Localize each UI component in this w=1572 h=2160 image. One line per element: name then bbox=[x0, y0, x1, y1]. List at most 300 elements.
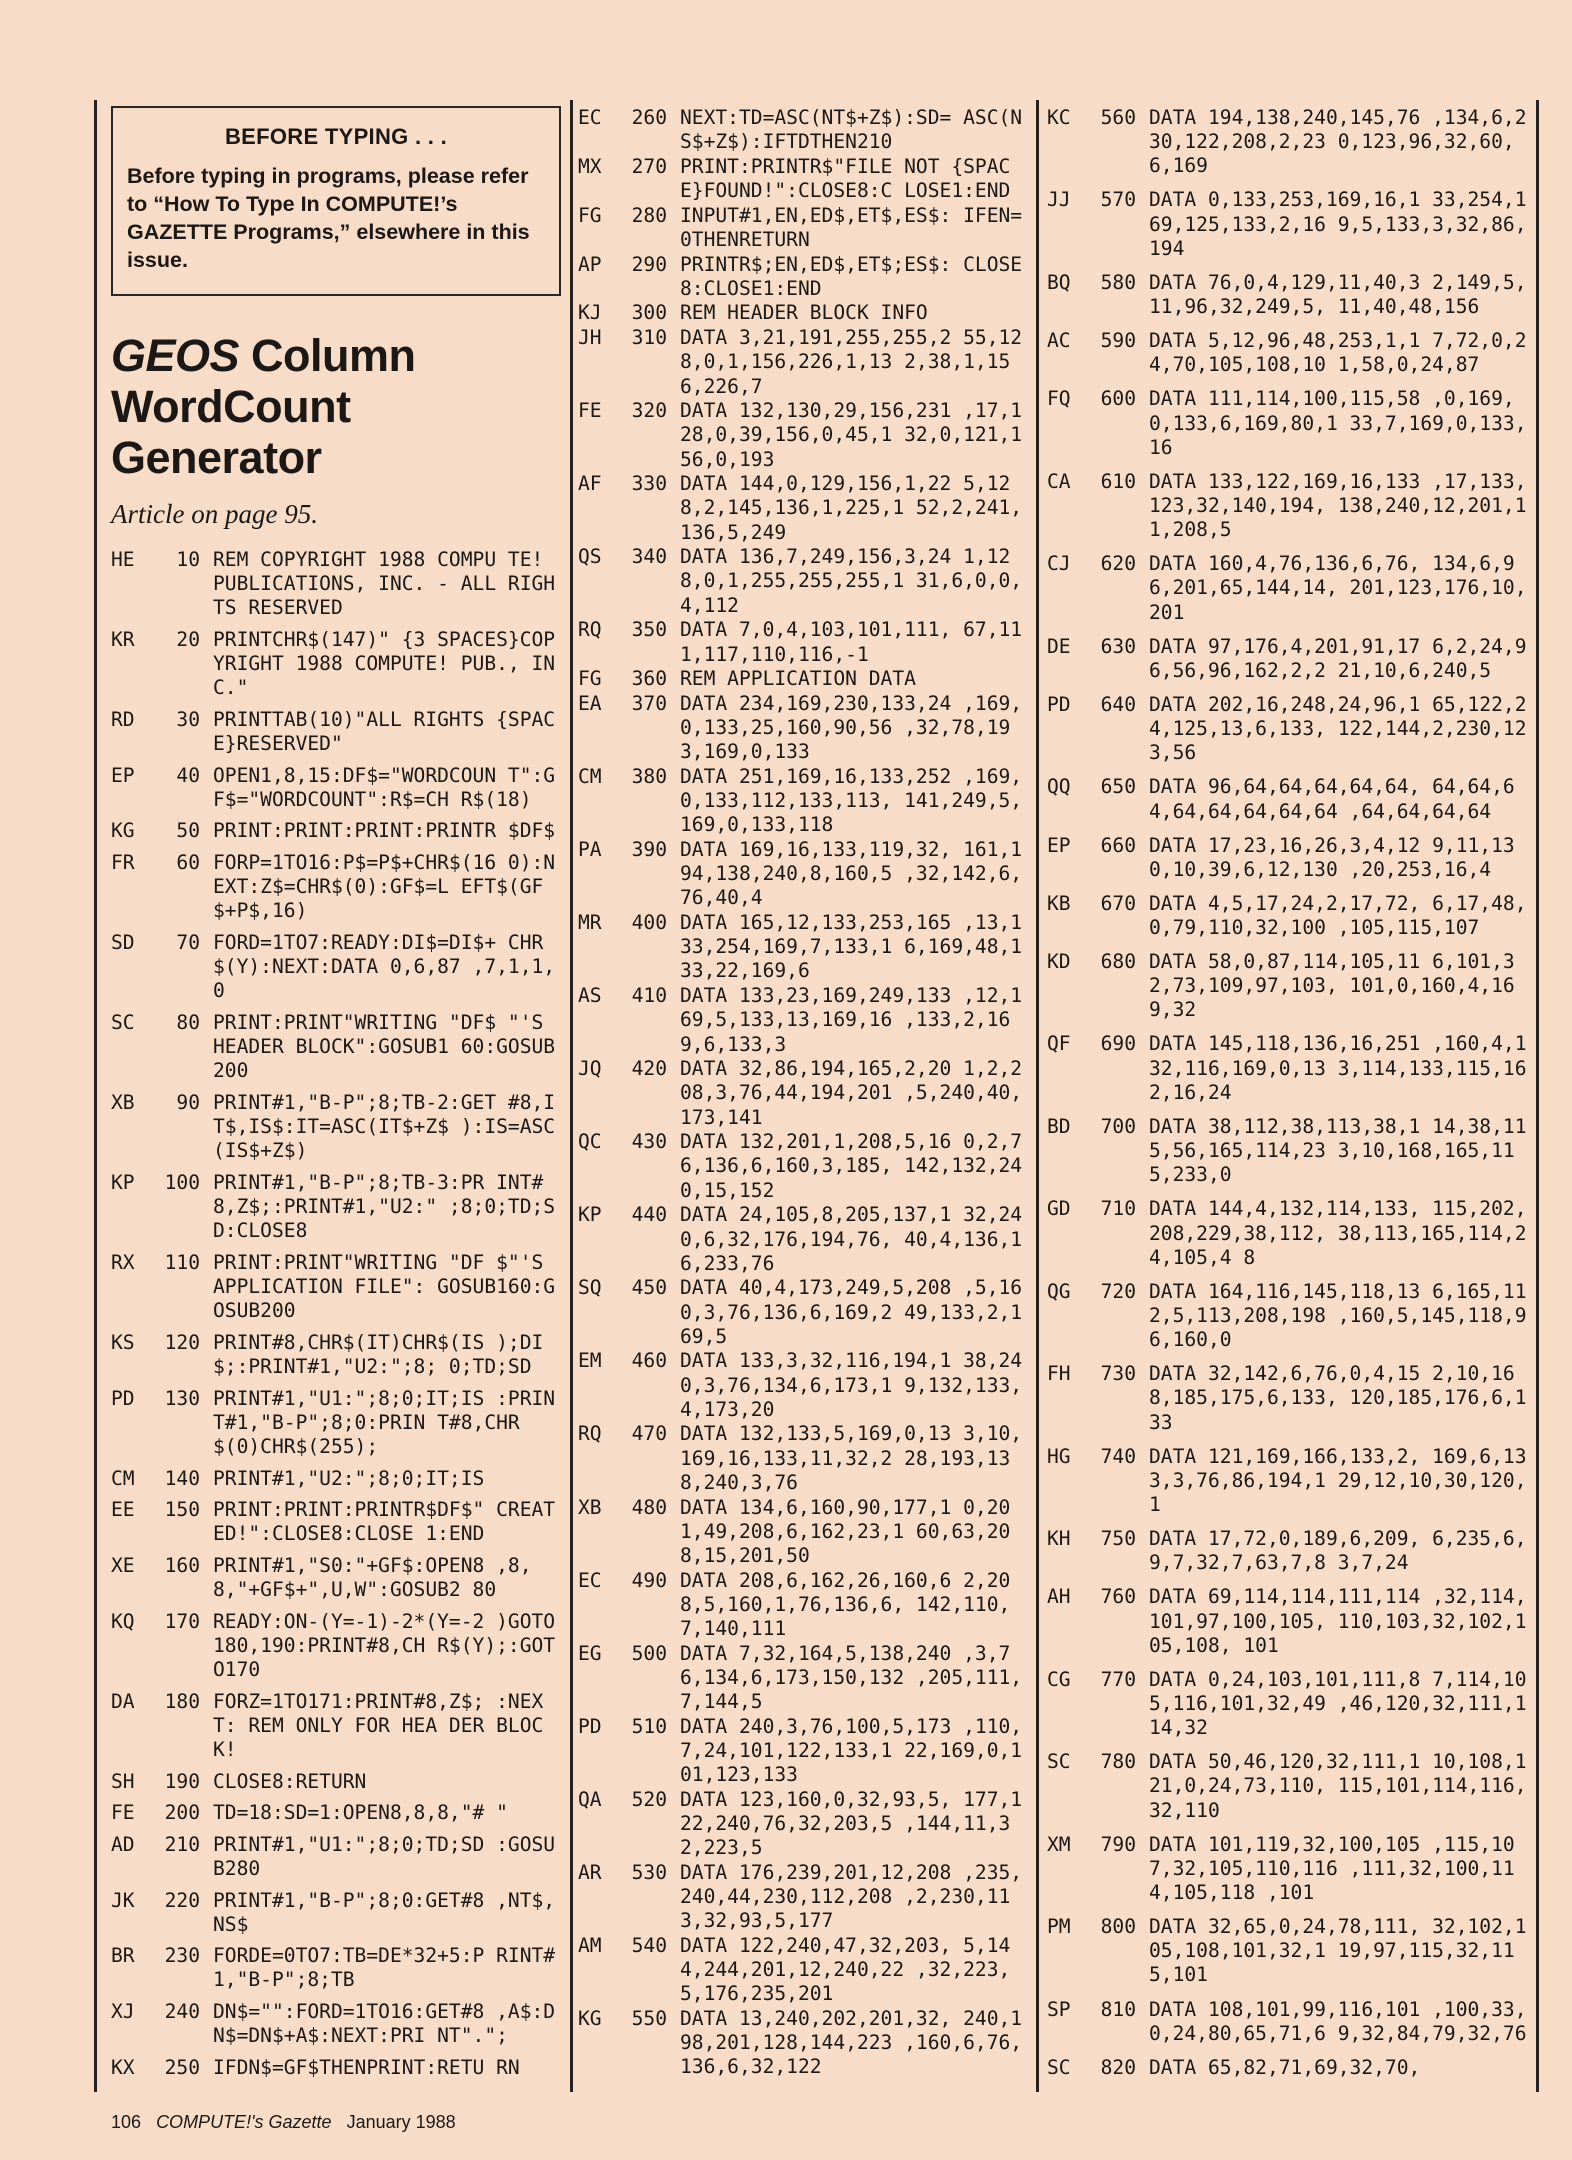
checksum-code: GD bbox=[1047, 1197, 1071, 1221]
line-number: 640 bbox=[1100, 692, 1136, 716]
basic-code: DATA 144,0,129,156,1,22 5,128,2,145,136,1,225,1 52,2,241,136,5,249 bbox=[680, 472, 1023, 544]
line-number: 160 bbox=[164, 1553, 200, 1577]
checksum-code: CM bbox=[578, 764, 602, 788]
checksum-code: EP bbox=[1047, 833, 1071, 857]
listing-line bbox=[578, 1861, 1030, 1934]
listing-line bbox=[578, 1203, 1030, 1276]
basic-code: DATA 123,160,0,32,93,5, 177,122,240,76,32,203,5 ,144,11,32,223,5 bbox=[680, 1787, 1023, 1860]
basic-code: DATA 208,6,162,26,160,6 2,208,5,160,1,76,136,6, 142,110,7,140,111 bbox=[680, 1568, 1011, 1641]
checksum-code: PM bbox=[1047, 1915, 1071, 1939]
basic-code: NEXT:TD=ASC(NT$+Z$):SD= ASC(NS$+Z$):IFTDTHEN210 bbox=[680, 106, 1023, 154]
basic-code: FORDE=0TO7:TB=DE*32+5:P RINT#1,"B-P";8;TB bbox=[213, 1944, 556, 1992]
checksum-code: SH bbox=[111, 1769, 135, 1793]
line-number: 470 bbox=[631, 1422, 667, 1446]
checksum-code: KJ bbox=[578, 301, 602, 325]
page-number: 106 bbox=[111, 2112, 142, 2132]
line-number: 520 bbox=[631, 1787, 667, 1811]
basic-code: DATA 164,116,145,118,13 6,165,112,5,113,208,198 ,160,5,145,118,96,160,0 bbox=[1149, 1279, 1527, 1352]
line-number: 750 bbox=[1100, 1527, 1136, 1551]
checksum-code: JH bbox=[578, 326, 602, 350]
basic-code: DATA 32,86,194,165,2,20 1,2,208,3,76,44,194,201 ,5,240,40,173,141 bbox=[680, 1057, 1023, 1129]
listing-line bbox=[1047, 1833, 1537, 1906]
basic-code: INPUT#1,EN,ED$,ET$,ES$: IFEN=0THENRETURN bbox=[680, 203, 1023, 251]
line-number: 710 bbox=[1100, 1197, 1136, 1221]
checksum-code: EE bbox=[111, 1498, 135, 1522]
basic-code: DATA 0,133,253,169,16,1 33,254,169,125,133,2,16 9,5,133,3,32,86,194 bbox=[1149, 188, 1527, 260]
basic-code: DATA 96,64,64,64,64,64, 64,64,64,64,64,64,64,64 ,64,64,64,64 bbox=[1149, 775, 1515, 823]
checksum-code: KQ bbox=[111, 1609, 135, 1633]
listing-line bbox=[111, 1331, 563, 1379]
listing-line bbox=[1047, 693, 1537, 766]
checksum-code: AS bbox=[578, 984, 602, 1008]
line-number: 10 bbox=[176, 548, 200, 571]
basic-code: PRINT#1,"U1:";8;0;IT;IS :PRINT#1,"B-P";8;0:PRIN T#8,CHR$(0)CHR$(255); bbox=[213, 1386, 556, 1459]
basic-code: PRINT#1,"U1:";8;0;TD;SD :GOSUB280 bbox=[213, 1832, 556, 1880]
listing-line bbox=[578, 399, 1030, 472]
line-number: 770 bbox=[1100, 1667, 1136, 1691]
checksum-code: FE bbox=[578, 399, 602, 423]
listing-line bbox=[111, 1171, 563, 1244]
basic-code: DATA 144,4,132,114,133, 115,202,208,229,38,112, 38,113,165,114,24,105,4 8 bbox=[1149, 1197, 1527, 1269]
basic-code: PRINT:PRINT"WRITING "DF$ "'S HEADER BLOCK":GOSUB1 60:GOSUB200 bbox=[213, 1010, 556, 1083]
checksum-code: JK bbox=[111, 1888, 135, 1912]
line-number: 250 bbox=[164, 2055, 200, 2079]
line-number: 650 bbox=[1100, 775, 1136, 799]
line-number: 370 bbox=[631, 691, 667, 715]
listing-line bbox=[1047, 950, 1537, 1023]
listing-line bbox=[111, 2056, 563, 2080]
line-number: 40 bbox=[176, 763, 200, 787]
line-number: 80 bbox=[176, 1010, 200, 1034]
line-number: 110 bbox=[164, 1250, 200, 1274]
basic-code: FORP=1TO16:P$=P$+CHR$(16 0):NEXT:Z$=CHR$(0):GF$=L EFT$(GF$+P$,16) bbox=[213, 851, 556, 923]
basic-code: PRINT#1,"B-P";8;TB-2:GET #8,IT$,IS$:IT=ASC(IT$+Z$ ):IS=ASC(IS$+Z$) bbox=[213, 1090, 556, 1163]
checksum-code: BR bbox=[111, 1944, 135, 1968]
checksum-code: KD bbox=[1047, 950, 1071, 974]
checksum-code: DE bbox=[1047, 634, 1071, 658]
basic-code: DATA 234,169,230,133,24 ,169,0,133,25,160,90,56 ,32,78,193,169,0,133 bbox=[680, 691, 1023, 764]
line-number: 450 bbox=[631, 1276, 667, 1300]
column-2 bbox=[578, 106, 1030, 2080]
listing-line bbox=[111, 1387, 563, 1460]
page-footer bbox=[111, 2112, 456, 2133]
line-number: 440 bbox=[631, 1203, 667, 1227]
line-number: 660 bbox=[1100, 833, 1136, 857]
checksum-code: CA bbox=[1047, 469, 1071, 493]
basic-code: PRINTTAB(10)"ALL RIGHTS {SPACE}RESERVED" bbox=[213, 707, 556, 756]
listing-line bbox=[578, 765, 1030, 838]
listing-line bbox=[1047, 188, 1537, 261]
listing-line bbox=[1047, 1362, 1537, 1435]
basic-code: DATA 17,23,16,26,3,4,12 9,11,130,10,39,6,12,130 ,20,253,16,4 bbox=[1149, 833, 1515, 881]
listing-line bbox=[111, 1801, 563, 1825]
line-number: 170 bbox=[164, 1609, 200, 1633]
basic-code: DATA 133,122,169,16,133 ,17,133,123,32,140,194, 138,240,12,201,11,208,5 bbox=[1149, 469, 1527, 542]
basic-code: DATA 111,114,100,115,58 ,0,169,0,133,6,169,80,1 33,7,169,0,133,16 bbox=[1149, 387, 1527, 459]
line-number: 590 bbox=[1100, 329, 1136, 353]
line-number: 780 bbox=[1100, 1750, 1136, 1774]
line-number: 270 bbox=[631, 154, 667, 178]
basic-code: DATA 101,119,32,100,105 ,115,107,32,105,110,116 ,111,32,100,114,105,118 ,101 bbox=[1149, 1832, 1515, 1905]
line-number: 810 bbox=[1100, 1997, 1136, 2021]
listing-line bbox=[111, 1091, 563, 1164]
line-number: 720 bbox=[1100, 1279, 1136, 1303]
listing-line bbox=[578, 204, 1030, 252]
line-number: 240 bbox=[164, 2000, 200, 2024]
listing-line bbox=[1047, 834, 1537, 882]
checksum-code: SC bbox=[1047, 2055, 1071, 2079]
checksum-code: KH bbox=[1047, 1527, 1071, 1551]
article-subtitle: Article on page 95. bbox=[111, 499, 318, 529]
line-number: 280 bbox=[631, 203, 667, 227]
listing-line bbox=[1047, 635, 1537, 683]
line-number: 350 bbox=[631, 618, 667, 642]
listing-line bbox=[1047, 1527, 1537, 1575]
line-number: 560 bbox=[1100, 106, 1136, 129]
listing-line bbox=[111, 1610, 563, 1683]
basic-code: DATA 4,5,17,24,2,17,72, 6,17,48,0,79,110,32,100 ,105,115,107 bbox=[1149, 891, 1527, 939]
basic-code: PRINT:PRINT:PRINTR$DF$" CREATED!":CLOSE8:CLOSE 1:END bbox=[213, 1498, 556, 1546]
line-number: 140 bbox=[164, 1466, 200, 1490]
checksum-code: CM bbox=[111, 1466, 135, 1490]
basic-code: PRINT#8,CHR$(IT)CHR$(IS );DI$;:PRINT#1,"U2:";8; 0;TD;SD bbox=[213, 1330, 544, 1379]
line-number: 510 bbox=[631, 1714, 667, 1738]
box-title: BEFORE TYPING . . . bbox=[224, 124, 448, 149]
basic-code: CLOSE8:RETURN bbox=[213, 1769, 367, 1793]
checksum-code: MR bbox=[578, 911, 602, 935]
checksum-code: EA bbox=[578, 691, 602, 715]
basic-code: PRINT#1,"S0:"+GF$:OPEN8 ,8,8,"+GF$+",U,W":GOSUB2 80 bbox=[213, 1553, 532, 1602]
article-title bbox=[111, 330, 563, 483]
basic-code: DATA 0,24,103,101,111,8 7,114,105,116,101,32,49 ,46,120,32,111,114,32 bbox=[1149, 1667, 1527, 1740]
line-number: 320 bbox=[631, 399, 667, 423]
checksum-code: RQ bbox=[578, 1422, 602, 1446]
line-number: 180 bbox=[164, 1689, 200, 1713]
checksum-code: QF bbox=[1047, 1032, 1071, 1056]
listing-line bbox=[578, 301, 1030, 325]
checksum-code: KB bbox=[1047, 891, 1071, 915]
listing-line bbox=[578, 838, 1030, 911]
line-number: 800 bbox=[1100, 1915, 1136, 1939]
listing-line bbox=[578, 667, 1030, 691]
listing-line bbox=[111, 1011, 563, 1084]
listing-line bbox=[1047, 892, 1537, 940]
line-number: 740 bbox=[1100, 1444, 1136, 1468]
listing-line bbox=[111, 2000, 563, 2048]
listing-line bbox=[578, 1130, 1030, 1203]
checksum-code: KG bbox=[111, 819, 135, 843]
before-typing-box bbox=[111, 106, 561, 296]
line-number: 670 bbox=[1100, 891, 1136, 915]
line-number: 380 bbox=[631, 764, 667, 788]
listing-line bbox=[578, 1788, 1030, 1861]
checksum-code: EM bbox=[578, 1349, 602, 1373]
line-number: 620 bbox=[1100, 552, 1136, 576]
basic-code: DATA 40,4,173,249,5,208 ,5,160,3,76,136,6,169,2 49,133,2,169,5 bbox=[680, 1276, 1023, 1348]
checksum-code: RX bbox=[111, 1250, 135, 1274]
line-number: 130 bbox=[164, 1386, 200, 1410]
listing-line bbox=[578, 1715, 1030, 1788]
checksum-code: XE bbox=[111, 1553, 135, 1577]
line-number: 310 bbox=[631, 326, 667, 350]
listing-line bbox=[1047, 1915, 1537, 1988]
listing-line bbox=[578, 1422, 1030, 1495]
checksum-code: EG bbox=[578, 1641, 602, 1665]
basic-code: DATA 13,240,202,201,32, 240,198,201,128,144,223 ,160,6,76,136,6,32,122 bbox=[680, 2006, 1023, 2079]
line-number: 100 bbox=[164, 1170, 200, 1194]
basic-code: OPEN1,8,15:DF$="WORDCOUN T":GF$="WORDCOUNT":R$=CH R$(18) bbox=[213, 763, 556, 811]
checksum-code: PD bbox=[111, 1386, 135, 1410]
listing-line bbox=[1047, 329, 1537, 377]
basic-code: DATA 17,72,0,189,6,209, 6,235,6,9,7,32,7,63,7,8 3,7,24 bbox=[1149, 1527, 1527, 1575]
checksum-code: KP bbox=[111, 1170, 135, 1194]
listing-line bbox=[578, 253, 1030, 301]
listing-line bbox=[1047, 2056, 1537, 2080]
line-number: 300 bbox=[631, 301, 667, 325]
listing-line bbox=[578, 618, 1030, 666]
checksum-code: KX bbox=[111, 2055, 135, 2079]
basic-code: PRINTCHR$(147)" {3 SPACES}COPYRIGHT 1988 COMPUTE! PUB., INC." bbox=[213, 627, 556, 700]
line-number: 30 bbox=[176, 707, 200, 731]
basic-code: DATA 32,142,6,76,0,4,15 2,10,168,185,175,6,133, 120,185,176,6,133 bbox=[1149, 1362, 1527, 1434]
checksum-code: KG bbox=[578, 2006, 602, 2030]
line-number: 480 bbox=[631, 1495, 667, 1519]
line-number: 580 bbox=[1100, 270, 1136, 294]
listing-line bbox=[578, 2007, 1030, 2080]
checksum-code: CJ bbox=[1047, 552, 1071, 576]
column-rule-right bbox=[1036, 100, 1039, 2092]
checksum-code: AM bbox=[578, 1933, 602, 1957]
listing-line bbox=[111, 1833, 563, 1881]
column-1 bbox=[111, 106, 563, 2080]
checksum-code: SP bbox=[1047, 1997, 1071, 2021]
checksum-code: XB bbox=[111, 1090, 135, 1114]
line-number: 390 bbox=[631, 837, 667, 861]
line-number: 490 bbox=[631, 1568, 667, 1592]
listing-line bbox=[1047, 1115, 1537, 1188]
listing-line bbox=[578, 155, 1030, 203]
listing-line bbox=[578, 984, 1030, 1057]
magazine-name: COMPUTE!'s Gazette bbox=[156, 2112, 332, 2132]
checksum-code: MX bbox=[578, 154, 602, 178]
basic-code: DATA 176,239,201,12,208 ,235,240,44,230,112,208 ,2,230,113,32,93,5,177 bbox=[680, 1860, 1023, 1933]
basic-code: DATA 97,176,4,201,91,17 6,2,24,96,56,96,162,2,2 21,10,6,240,5 bbox=[1149, 634, 1527, 682]
line-number: 530 bbox=[631, 1860, 667, 1884]
program-listing-column-3 bbox=[1047, 106, 1537, 2080]
checksum-code: FE bbox=[111, 1801, 135, 1825]
checksum-code: PA bbox=[578, 837, 602, 861]
checksum-code: BD bbox=[1047, 1114, 1071, 1138]
basic-code: DATA 133,3,32,116,194,1 38,240,3,76,134,6,173,1 9,132,133,4,173,20 bbox=[680, 1349, 1023, 1421]
basic-code: PRINTR$;EN,ED$,ET$;ES$: CLOSE8:CLOSE1:END bbox=[680, 252, 1023, 300]
checksum-code: FQ bbox=[1047, 387, 1071, 411]
checksum-code: PD bbox=[578, 1714, 602, 1738]
listing-line bbox=[578, 472, 1030, 545]
issue-date: January 1988 bbox=[346, 2112, 456, 2132]
column-rule-middle bbox=[570, 100, 573, 2092]
line-number: 700 bbox=[1100, 1114, 1136, 1138]
basic-code: DATA 38,112,38,113,38,1 14,38,115,56,165,114,23 3,10,168,165,115,233,0 bbox=[1149, 1114, 1527, 1187]
listing-line bbox=[1047, 1668, 1537, 1741]
line-number: 70 bbox=[176, 931, 200, 954]
listing-line bbox=[1047, 470, 1537, 543]
line-number: 90 bbox=[176, 1090, 200, 1114]
checksum-code: QS bbox=[578, 545, 602, 569]
listing-line bbox=[578, 692, 1030, 765]
basic-code: REM HEADER BLOCK INFO bbox=[680, 301, 928, 325]
line-number: 400 bbox=[631, 911, 667, 935]
listing-line bbox=[111, 851, 563, 924]
basic-code: DATA 5,12,96,48,253,1,1 7,72,0,24,70,105,108,10 1,58,0,24,87 bbox=[1149, 329, 1527, 377]
checksum-code: QA bbox=[578, 1787, 602, 1811]
checksum-code: KS bbox=[111, 1330, 135, 1354]
basic-code: DATA 122,240,47,32,203, 5,144,244,201,12,240,22 ,32,223,5,176,235,201 bbox=[680, 1933, 1011, 2006]
line-number: 420 bbox=[631, 1057, 667, 1081]
checksum-code: SD bbox=[111, 931, 135, 954]
line-number: 360 bbox=[631, 667, 667, 691]
checksum-code: DA bbox=[111, 1689, 135, 1713]
listing-line bbox=[111, 931, 563, 1004]
article-title-rest: Column WordCount Generator bbox=[111, 330, 416, 483]
listing-line bbox=[1047, 1280, 1537, 1353]
line-number: 540 bbox=[631, 1933, 667, 1957]
checksum-code: AP bbox=[578, 252, 602, 276]
checksum-code: BQ bbox=[1047, 270, 1071, 294]
listing-line bbox=[1047, 1197, 1537, 1270]
checksum-code: JQ bbox=[578, 1057, 602, 1081]
basic-code: DATA 132,133,5,169,0,13 3,10,169,16,133,11,32,2 28,193,138,240,3,76 bbox=[680, 1422, 1023, 1494]
listing-line bbox=[1047, 775, 1537, 823]
basic-code: DATA 50,46,120,32,111,1 10,108,121,0,24,73,110, 115,101,114,116,32,110 bbox=[1149, 1750, 1527, 1822]
line-number: 410 bbox=[631, 984, 667, 1008]
checksum-code: XJ bbox=[111, 2000, 135, 2024]
line-number: 210 bbox=[164, 1832, 200, 1856]
line-number: 820 bbox=[1100, 2055, 1136, 2079]
basic-code: DATA 202,16,248,24,96,1 65,122,24,125,13,6,133, 122,144,2,230,123,56 bbox=[1149, 692, 1527, 765]
basic-code: FORD=1TO7:READY:DI$=DI$+ CHR$(Y):NEXT:DATA 0,6,87 ,7,1,1,0 bbox=[213, 931, 556, 1003]
listing-line bbox=[111, 1251, 563, 1324]
basic-code: DATA 76,0,4,129,11,40,3 2,149,5,11,96,32,249,5, 11,40,48,156 bbox=[1149, 270, 1527, 319]
line-number: 120 bbox=[164, 1330, 200, 1354]
basic-code: READY:ON-(Y=-1)-2*(Y=-2 )GOTO180,190:PRINT#8,CH R$(Y);:GOTO170 bbox=[213, 1609, 556, 1682]
line-number: 610 bbox=[1100, 469, 1136, 493]
listing-line bbox=[578, 1276, 1030, 1349]
basic-code: DATA 7,32,164,5,138,240 ,3,76,134,6,173,150,132 ,205,111,7,144,5 bbox=[680, 1641, 1023, 1714]
checksum-code: AF bbox=[578, 472, 602, 496]
checksum-code: AC bbox=[1047, 329, 1071, 353]
checksum-code: EC bbox=[578, 1568, 602, 1592]
basic-code: FORZ=1TO171:PRINT#8,Z$; :NEXT: REM ONLY FOR HEA DER BLOCK! bbox=[213, 1689, 544, 1762]
listing-line bbox=[1047, 1998, 1537, 2046]
checksum-code: KR bbox=[111, 627, 135, 651]
article-title-geos: GEOS bbox=[111, 330, 240, 381]
listing-line bbox=[578, 1934, 1030, 2007]
checksum-code: QC bbox=[578, 1130, 602, 1154]
listing-line bbox=[1047, 387, 1537, 460]
line-number: 200 bbox=[164, 1801, 200, 1825]
listing-line bbox=[578, 326, 1030, 399]
checksum-code: AD bbox=[111, 1832, 135, 1856]
column-rule-left bbox=[94, 100, 97, 2092]
listing-line bbox=[578, 1349, 1030, 1422]
line-number: 500 bbox=[631, 1641, 667, 1665]
listing-line bbox=[111, 1498, 563, 1546]
checksum-code: CG bbox=[1047, 1667, 1071, 1691]
checksum-code: KC bbox=[1047, 106, 1071, 129]
basic-code: DATA 24,105,8,205,137,1 32,240,6,32,176,194,76, 40,4,136,16,233,76 bbox=[680, 1203, 1023, 1275]
checksum-code: XB bbox=[578, 1495, 602, 1519]
line-number: 150 bbox=[164, 1498, 200, 1522]
basic-code: PRINT#1,"U2:";8;0;IT;IS bbox=[213, 1466, 485, 1490]
listing-line bbox=[578, 1569, 1030, 1642]
listing-line bbox=[111, 708, 563, 756]
line-number: 680 bbox=[1100, 950, 1136, 974]
column-3 bbox=[1047, 106, 1537, 2080]
listing-line bbox=[111, 1944, 563, 1992]
checksum-code: SC bbox=[1047, 1750, 1071, 1774]
basic-code: DATA 160,4,76,136,6,76, 134,6,96,201,65,144,14, 201,123,176,10,201 bbox=[1149, 552, 1527, 624]
line-number: 220 bbox=[164, 1888, 200, 1912]
line-number: 20 bbox=[176, 627, 200, 651]
checksum-code: SQ bbox=[578, 1276, 602, 1300]
checksum-code: XM bbox=[1047, 1832, 1071, 1856]
checksum-code: RD bbox=[111, 707, 135, 731]
basic-code: DATA 7,0,4,103,101,111, 67,111,117,110,116,-1 bbox=[680, 618, 1023, 666]
checksum-code: HG bbox=[1047, 1444, 1071, 1468]
basic-code: DATA 136,7,249,156,3,24 1,128,0,1,255,255,255,1 31,6,0,0,4,112 bbox=[680, 545, 1023, 617]
basic-code: DATA 3,21,191,255,255,2 55,128,0,1,156,226,1,13 2,38,1,156,226,7 bbox=[680, 326, 1023, 398]
basic-code: DATA 134,6,160,90,177,1 0,201,49,208,6,162,23,1 60,63,208,15,201,50 bbox=[680, 1495, 1011, 1567]
listing-line bbox=[1047, 1750, 1537, 1823]
basic-code: PRINT:PRINT:PRINT:PRINTR $DF$ bbox=[213, 819, 556, 843]
basic-code: DATA 132,201,1,208,5,16 0,2,76,136,6,160,3,185, 142,132,240,15,152 bbox=[680, 1130, 1023, 1202]
basic-code: IFDN$=GF$THENPRINT:RETU RN bbox=[213, 2055, 520, 2079]
line-number: 50 bbox=[176, 819, 200, 843]
program-listing-column-1 bbox=[111, 548, 563, 2080]
checksum-code: QG bbox=[1047, 1279, 1071, 1303]
checksum-code: FH bbox=[1047, 1362, 1071, 1386]
box-body: Before typing in programs, please refer to “How To Type In COMPUTE!’s GAZETTE Programs,” elsewhere in this issue. bbox=[127, 164, 530, 272]
line-number: 600 bbox=[1100, 387, 1136, 411]
basic-code: DATA 165,12,133,253,165 ,13,133,254,169,7,133,1 6,169,48,133,22,169,6 bbox=[680, 911, 1023, 983]
listing-line bbox=[1047, 1445, 1537, 1518]
basic-code: DATA 194,138,240,145,76 ,134,6,230,122,208,2,23 0,123,96,32,60,6,169 bbox=[1149, 106, 1527, 178]
checksum-code: KP bbox=[578, 1203, 602, 1227]
listing-line bbox=[1047, 106, 1537, 179]
basic-code: DATA 65,82,71,69,32,70, bbox=[1149, 2055, 1421, 2079]
basic-code: DATA 240,3,76,100,5,173 ,110,7,24,101,122,133,1 22,169,0,101,123,133 bbox=[680, 1714, 1023, 1787]
listing-line bbox=[111, 628, 563, 701]
listing-line bbox=[578, 1642, 1030, 1715]
line-number: 60 bbox=[176, 851, 200, 875]
listing-line bbox=[578, 1496, 1030, 1569]
line-number: 340 bbox=[631, 545, 667, 569]
listing-line bbox=[111, 1690, 563, 1763]
line-number: 190 bbox=[164, 1769, 200, 1793]
checksum-code: FR bbox=[111, 851, 135, 875]
listing-line bbox=[1047, 271, 1537, 319]
basic-code: PRINT:PRINTR$"FILE NOT {SPACE}FOUND!":CLOSE8:C LOSE1:END bbox=[680, 154, 1011, 203]
checksum-code: AR bbox=[578, 1860, 602, 1884]
basic-code: REM APPLICATION DATA bbox=[680, 667, 916, 691]
basic-code: DATA 121,169,166,133,2, 169,6,133,3,76,86,194,1 29,12,10,30,120,1 bbox=[1149, 1444, 1527, 1517]
line-number: 730 bbox=[1100, 1362, 1136, 1386]
basic-code: DATA 58,0,87,114,105,11 6,101,32,73,109,97,103, 101,0,160,4,169,32 bbox=[1149, 950, 1515, 1022]
checksum-code: EC bbox=[578, 106, 602, 129]
listing-line bbox=[111, 548, 563, 621]
basic-code: DATA 32,65,0,24,78,111, 32,102,105,108,101,32,1 19,97,115,32,115,101 bbox=[1149, 1915, 1527, 1987]
line-number: 570 bbox=[1100, 188, 1136, 212]
